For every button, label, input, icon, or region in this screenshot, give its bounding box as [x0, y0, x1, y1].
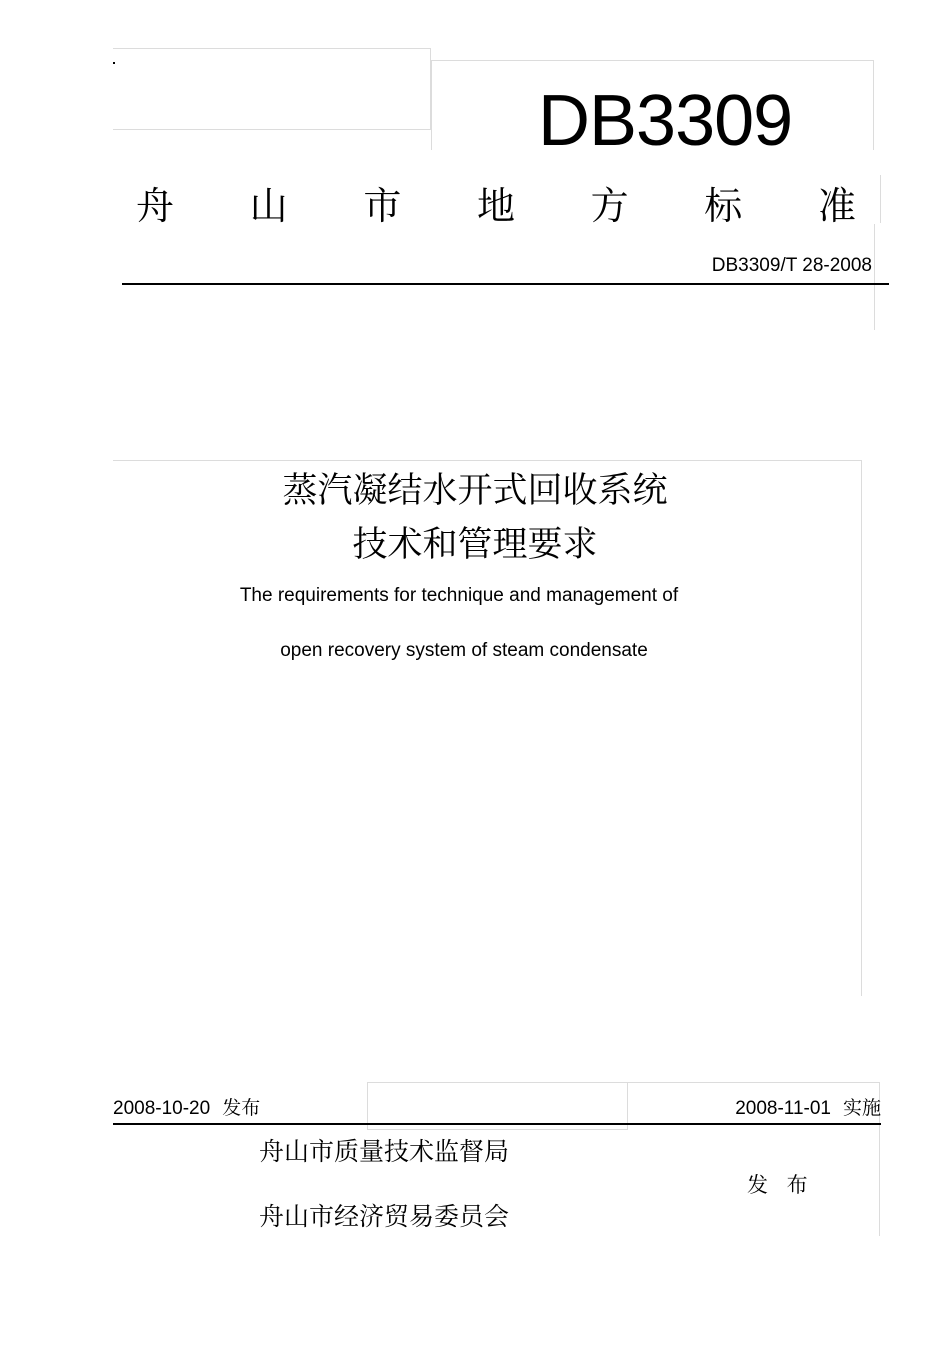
category-char: 方	[590, 184, 629, 228]
release-date	[113, 1096, 260, 1121]
implement-label: 实施	[842, 1097, 881, 1119]
implement-date	[735, 1096, 881, 1121]
issuer-2: 舟山市经济贸易委员会	[259, 1202, 510, 1231]
category-char: 舟	[136, 184, 175, 228]
frame-top-left	[113, 48, 431, 130]
category-char: 标	[704, 184, 743, 228]
standard-number: DB3309/T 28-2008	[711, 255, 872, 276]
issuer-1: 舟山市质量技术监督局	[259, 1137, 510, 1166]
local-standard-title	[136, 182, 856, 230]
release-date-value: 2008-10-20	[113, 1098, 211, 1119]
category-char: 地	[476, 184, 515, 228]
title-en-line2: open recovery system of steam condensate	[280, 640, 648, 661]
category-char: 准	[817, 184, 856, 228]
release-label: 发布	[222, 1097, 261, 1119]
category-char: 市	[363, 184, 402, 228]
frame-line-right-upper	[874, 224, 875, 330]
scan-dot	[113, 62, 115, 64]
implement-date-value: 2008-11-01	[735, 1098, 831, 1119]
title-cn-line2: 技术和管理要求	[352, 525, 598, 565]
frame-line-right-lower	[879, 1124, 880, 1236]
footer-rule	[113, 1123, 881, 1125]
issued-label: 发 布	[747, 1173, 814, 1197]
title-en-line1: The requirements for technique and management of	[239, 585, 679, 606]
header-rule	[122, 283, 889, 285]
standard-code: DB3309	[538, 81, 793, 161]
category-char: 山	[249, 184, 288, 228]
title-cn-line1: 蒸汽凝结水开式回收系统	[282, 471, 668, 511]
